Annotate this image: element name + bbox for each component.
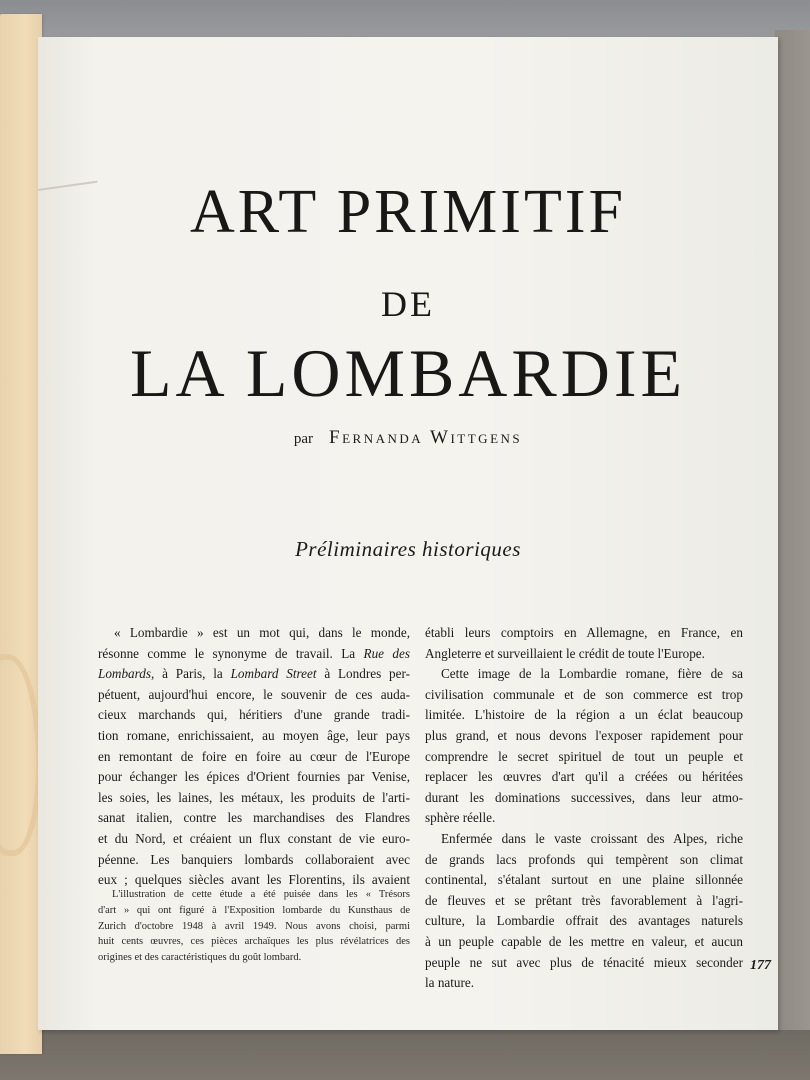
byline <box>38 427 778 449</box>
text-line: tion romane, enrichissaient, au moyen âge, leur pays <box>98 727 410 743</box>
text-line: de fleuves et se prêtant très favorablement à l'agri- <box>425 892 743 908</box>
text-line: à un peuple capable de les mettre en valeur, et aucun <box>425 933 743 949</box>
text-line: Cette image de la Lombardie romane, fière de sa <box>441 666 743 682</box>
text-line: établi leurs comptoirs en Allemagne, en France, en <box>425 625 743 640</box>
title-line-1: ART PRIMITIF <box>190 178 626 246</box>
previous-page-illustration <box>0 654 42 856</box>
illustration-footnote <box>98 887 410 966</box>
text-line: la nature. <box>425 975 475 991</box>
title-line-2: DE <box>381 284 435 324</box>
text-line: peuple ne sut avec plus de ténacité mieux seconder <box>425 954 743 970</box>
text-line: limitée. L'histoire de la région a un éclat beaucoup <box>425 707 743 723</box>
text-line: pétuent, aujourd'hui encore, le souvenir de ces auda- <box>98 686 410 702</box>
footnote-line: origines et des caractéristiques du goût lombard. <box>98 952 302 964</box>
text-line: cieux marchands qui, héritiers d'une grande tradi- <box>98 707 410 723</box>
left-column <box>98 623 410 891</box>
footnote-line: huit cents œuvres, ces pièces archaïques les plus révélatrices des <box>98 936 410 948</box>
text-line: Enfermée dans le vaste croissant des Alpes, riche <box>441 830 743 846</box>
byline-prefix: par <box>293 431 314 447</box>
background-right <box>775 30 810 1080</box>
right-column <box>425 623 743 994</box>
title-line-3: LA LOMBARDIE <box>129 335 687 411</box>
author-name: Fernanda Wittgens <box>329 427 523 448</box>
text-line: sphère réelle. <box>425 810 496 826</box>
text-line: pour échanger les épices d'Orient fournies par Venise, <box>98 769 410 785</box>
text-line: et du Nord, et créaient un flux constant de vie euro- <box>98 830 410 846</box>
text-line: « Lombardie » est un mot qui, dans le monde, <box>114 625 410 640</box>
previous-page-edge <box>0 14 42 1054</box>
text-line: continental, s'étalant surtout en une plaine sillonnée <box>425 872 743 888</box>
footnote-line: L'illustration de cette étude a été puisée dans les « Trésors <box>112 889 410 900</box>
text-line: les soies, les laines, les métaux, les produits de l'arti- <box>98 789 410 805</box>
text-line: de grands lacs profonds qui tempèrent son climat <box>425 851 743 867</box>
text-line: plus grand, et nous devons l'exposer rapidement pour <box>425 727 743 743</box>
text-line: Angleterre et surveillaient le crédit de toute l'Europe. <box>425 645 705 661</box>
section-title: Préliminaires historiques <box>295 537 521 561</box>
text-line: comprendre le secret spirituel de tout un peuple et <box>425 748 743 764</box>
text-line: résonne comme le synonyme de travail. La Rue des <box>98 645 410 661</box>
text-line: en remontant de foire en foire au cœur de l'Europe <box>98 748 410 764</box>
text-line: péenne. Les banquiers lombards collaboraient avec <box>98 851 410 867</box>
text-line: Lombards, à Paris, la Lombard Street à Londres per- <box>98 666 410 682</box>
footnote-line: Zurich d'octobre 1948 à avril 1949. Nous avons choisi, parmi <box>98 920 410 932</box>
footnote-line: d'art » qui ont figuré à l'Exposition lombarde du Kunsthaus de <box>98 904 410 916</box>
text-line: durant les dominations successives, dans leur atmo- <box>425 789 743 805</box>
text-line: culture, la Lombardie offrait des avantages naturels <box>425 913 743 929</box>
magazine-page <box>38 37 778 1030</box>
text-line: civilisation communale et de son commerce est trop <box>425 686 743 702</box>
text-line: sanat italien, contre les marchandises des Flandres <box>98 810 410 826</box>
background-table <box>0 1030 810 1080</box>
text-line: replacer les œuvres d'art qu'il a créées ou héritées <box>425 769 743 785</box>
text-line: eux ; quelques siècles avant les Florentins, ils avaient <box>98 872 410 888</box>
page-number: 177 <box>750 958 771 973</box>
background-top <box>0 0 810 40</box>
